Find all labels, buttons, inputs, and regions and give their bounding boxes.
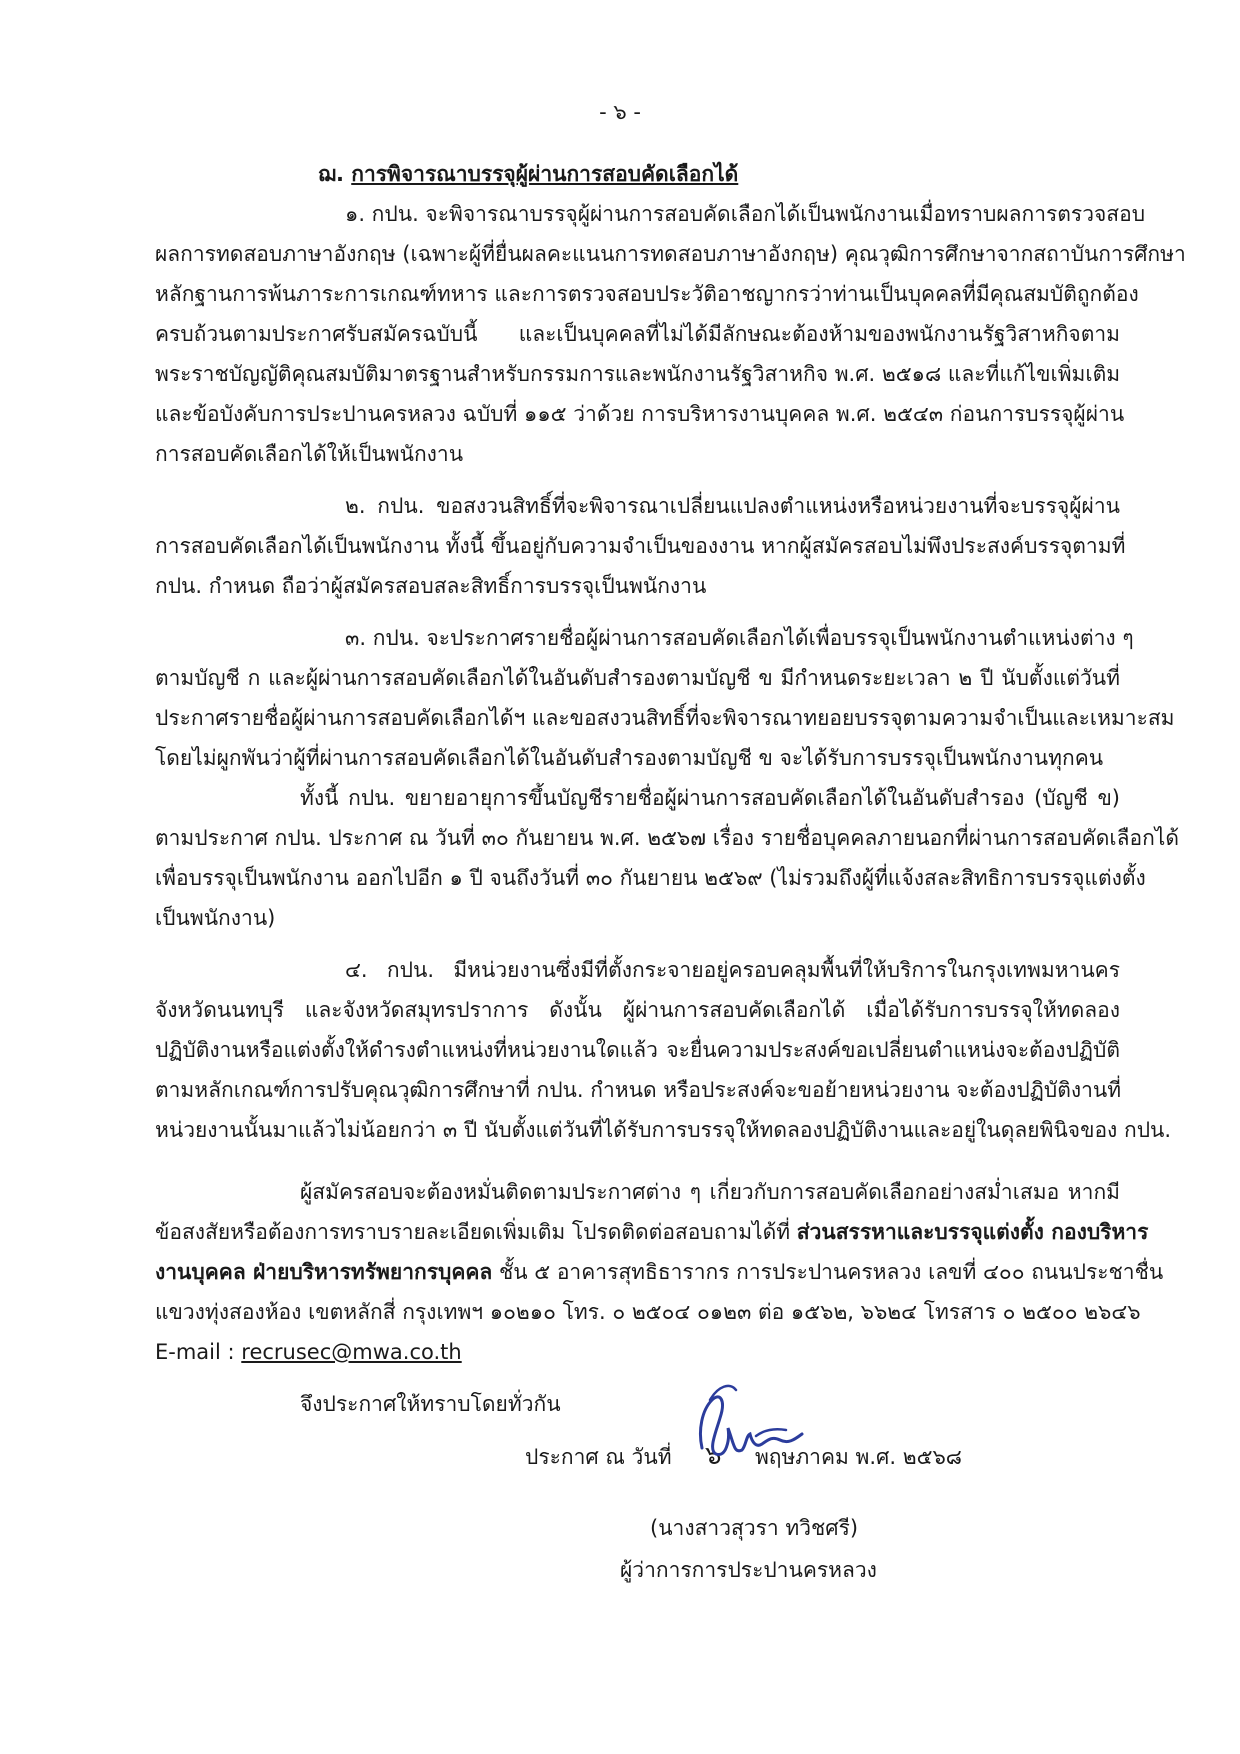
item1-line: หลักฐานการพ้นภาระการเกณฑ์ทหาร และการตรวจสอบประวัติอาชญากรว่าท่านเป็นบุคคลที่มีคุณสมบัติถูกต้อง: [155, 282, 1139, 306]
item1-line: พระราชบัญญัติคุณสมบัติมาตรฐานสำหรับกรรมการและพนักงานรัฐวิสาหกิจ พ.ศ. ๒๕๑๘ และที่แก้ไขเพิ่มเติม: [155, 362, 1121, 386]
section-heading: [318, 154, 738, 194]
contact-unit: ส่วนสรรหาและบรรจุแต่งตั้ง กองบริหาร: [796, 1220, 1149, 1244]
item2-line: การสอบคัดเลือกได้เป็นพนักงาน ทั้งนี้ ขึ้นอยู่กับความจำเป็นของงาน หากผู้สมัครสอบไม่พึงประสงค์บรรจุตามที่: [155, 534, 1126, 558]
signature-image: [690, 1370, 830, 1480]
section-title: การพิจารณาบรรจุผู้ผ่านการสอบคัดเลือกได้: [351, 162, 739, 186]
email-link[interactable]: recrusec@mwa.co.th: [241, 1340, 462, 1364]
email-label: E-mail :: [155, 1340, 242, 1364]
contact-department: งานบุคคล ฝ่ายบริหารทรัพยากรบุคคล: [155, 1260, 493, 1284]
contact-line: ผู้สมัครสอบจะต้องหมั่นติดตามประกาศต่าง ๆ เกี่ยวกับการสอบคัดเลือกอย่างสม่ำเสมอ หากมี: [300, 1180, 1120, 1204]
item3-note-line: ตามประกาศ กปน. ประกาศ ณ วันที่ ๓๐ กันยายน พ.ศ. ๒๕๖๗ เรื่อง รายชื่อบุคคลภายนอกที่ผ่านการสอบคัดเลือกได้: [155, 826, 1179, 850]
item4-line: ตามหลักเกณฑ์การปรับคุณวุฒิการศึกษาที่ กปน. กำหนด หรือประสงค์จะขอย้ายหน่วยงาน จะต้องปฏิบัติงานที่: [155, 1078, 1122, 1102]
contact-text: ข้อสงสัยหรือต้องการทราบรายละเอียดเพิ่มเติม โปรดติดต่อสอบถามได้ที่: [155, 1220, 797, 1244]
item2-line: กปน. กำหนด ถือว่าผู้สมัครสอบสละสิทธิ์การบรรจุเป็นพนักงาน: [155, 574, 707, 598]
item1-line: การสอบคัดเลือกได้ให้เป็นพนักงาน: [155, 442, 464, 466]
contact-address: ชั้น ๕ อาคารสุทธิธารากร การประปานครหลวง เลขที่ ๔๐๐ ถนนประชาชื่น: [492, 1260, 1164, 1284]
date-day: ๖: [704, 1441, 722, 1471]
date-rest: พฤษภาคม พ.ศ. ๒๕๖๘: [754, 1445, 963, 1469]
item1-line: ๑. กปน. จะพิจารณาบรรจุผู้ผ่านการสอบคัดเลือกได้เป็นพนักงานเมื่อทราบผลการตรวจสอบ: [345, 202, 1146, 226]
contact-line: [155, 1212, 1149, 1252]
item3-line: ๓. กปน. จะประกาศรายชื่อผู้ผ่านการสอบคัดเลือกได้เพื่อบรรจุเป็นพนักงานตำแหน่งต่าง ๆ: [345, 626, 1134, 650]
section-prefix: ฌ.: [318, 162, 344, 186]
item1-line: และข้อบังคับการประปานครหลวง ฉบับที่ ๑๑๕ ว่าด้วย การบริหารงานบุคคล พ.ศ. ๒๕๔๓ ก่อนการบรรจุผู้ผ่าน: [155, 402, 1125, 426]
item1-line: ครบถ้วนตามประกาศรับสมัครฉบับนี้ และเป็นบุคคลที่ไม่ได้มีลักษณะต้องห้ามของพนักงานรัฐวิสาหกิจตาม: [155, 322, 1120, 346]
date-prefix: ประกาศ ณ วันที่: [525, 1445, 672, 1469]
item3-note-line: ทั้งนี้ กปน. ขยายอายุการขึ้นบัญชีรายชื่อผู้ผ่านการสอบคัดเลือกได้ในอันดับสำรอง (บัญชี ข): [300, 786, 1120, 810]
item3-line: โดยไม่ผูกพันว่าผู้ที่ผ่านการสอบคัดเลือกได้ในอันดับสำรองตามบัญชี ข จะได้รับการบรรจุเป็นพนักงานทุกคน: [155, 746, 1104, 770]
email-line: [155, 1332, 1120, 1372]
item4-line: หน่วยงานนั้นมาแล้วไม่น้อยกว่า ๓ ปี นับตั้งแต่วันที่ได้รับการบรรจุให้ทดลองปฏิบัติงานและอยู่ในดุลยพินิจของ กปน.: [155, 1118, 1172, 1142]
item4-line: ๔. กปน. มีหน่วยงานซึ่งมีที่ตั้งกระจายอยู่ครอบคลุมพื้นที่ให้บริการในกรุงเทพมหานคร: [345, 958, 1120, 982]
item4-line: จังหวัดนนทบุรี และจังหวัดสมุทรปราการ ดังนั้น ผู้ผ่านการสอบคัดเลือกได้ เมื่อได้รับการบรรจุให้ทดลอง: [155, 998, 1120, 1022]
item3-line: ประกาศรายชื่อผู้ผ่านการสอบคัดเลือกได้ฯ และขอสงวนสิทธิ์ที่จะพิจารณาทยอยบรรจุตามความจำเป็นและเหมาะสม: [155, 706, 1175, 730]
item4-line: ปฏิบัติงานหรือแต่งตั้งให้ดำรงตำแหน่งที่หน่วยงานใดแล้ว จะยื่นความประสงค์ขอเปลี่ยนตำแหน่งจะต้องปฏิบัติ: [155, 1038, 1120, 1062]
item3-line: ตามบัญชี ก และผู้ผ่านการสอบคัดเลือกได้ในอันดับสำรองตามบัญชี ข มีกำหนดระยะเวลา ๒ ปี นับตั้งแต่วันที่: [155, 666, 1120, 690]
closing-statement: จึงประกาศให้ทราบโดยทั่วกัน: [300, 1392, 561, 1416]
signer-position: ผู้ว่าการการประปานครหลวง: [620, 1558, 877, 1582]
item1-line: ผลการทดสอบภาษาอังกฤษ (เฉพาะผู้ที่ยื่นผลคะแนนการทดสอบภาษาอังกฤษ) คุณวุฒิการศึกษาจากสถาบันการศึกษา: [155, 242, 1186, 266]
contact-line: [155, 1252, 1164, 1292]
item2-line: ๒. กปน. ขอสงวนสิทธิ์ที่จะพิจารณาเปลี่ยนแปลงตำแหน่งหรือหน่วยงานที่จะบรรจุผู้ผ่าน: [345, 494, 1120, 518]
item3-note-line: เป็นพนักงาน): [155, 906, 276, 930]
contact-line: แขวงทุ่งสองห้อง เขตหลักสี่ กรุงเทพฯ ๑๐๒๑๐ โทร. ๐ ๒๕๐๔ ๐๑๒๓ ต่อ ๑๕๖๒, ๖๖๒๔ โทรสาร ๐ ๒๕๐๐ ๒๖๔๖: [155, 1300, 1141, 1324]
signer-name: (นางสาวสุวรา ทวิชศรี): [650, 1516, 859, 1540]
page-number: - ๖ -: [599, 100, 641, 124]
item3-note-line: เพื่อบรรจุเป็นพนักงาน ออกไปอีก ๑ ปี จนถึงวันที่ ๓๐ กันยายน ๒๕๖๙ (ไม่รวมถึงผู้ที่แจ้งสละสิทธิการบรรจุแต่งตั้ง: [155, 866, 1146, 890]
